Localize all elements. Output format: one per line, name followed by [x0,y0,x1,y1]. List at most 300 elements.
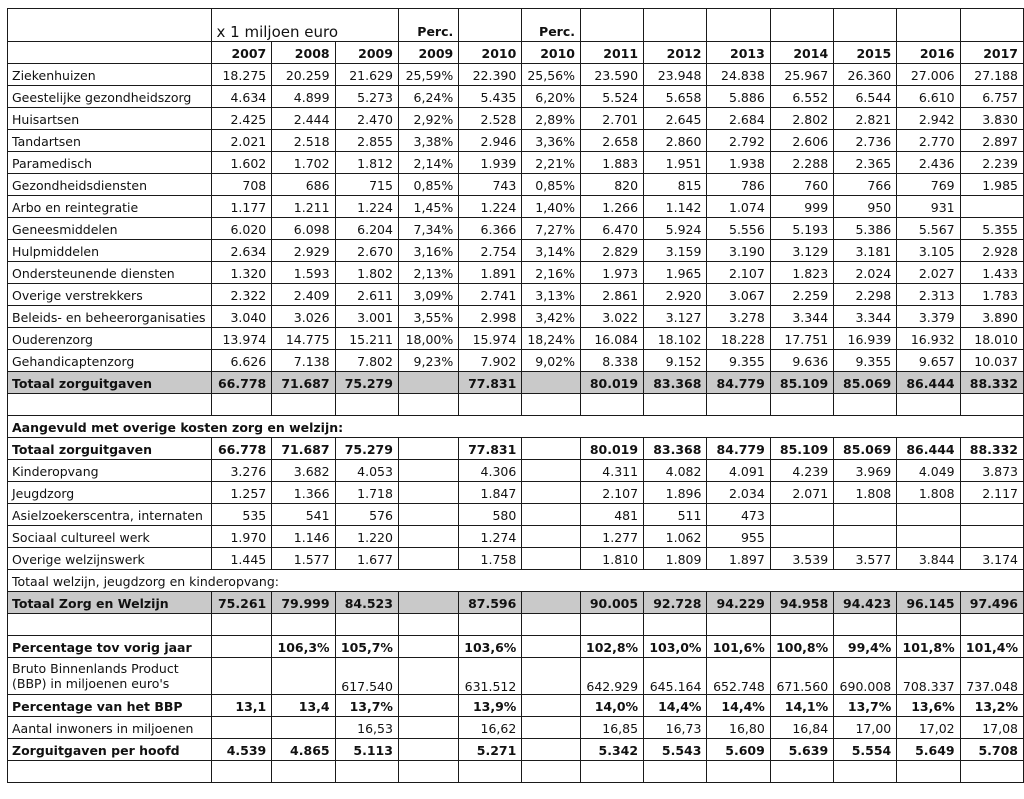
value-cell: 2.021 [211,130,272,152]
year-header-cell: 2012 [644,42,707,64]
value-cell: 14.775 [272,328,335,350]
row-label: Ondersteunende diensten [8,262,212,284]
empty-cell [834,761,897,783]
value-cell: 1.593 [272,262,335,284]
row-label: Overige verstrekkers [8,284,212,306]
empty-cell [707,394,770,416]
value-cell: 2.107 [707,262,770,284]
value-cell: 9.152 [644,350,707,372]
value-cell: 2.027 [897,262,960,284]
value-cell: 1.433 [960,262,1023,284]
table-row [8,64,1024,86]
table-row [8,306,1024,328]
value-cell: 66.778 [211,372,272,394]
value-cell: 15.211 [335,328,398,350]
value-cell: 2.444 [272,108,335,130]
value-cell [960,504,1023,526]
value-cell: 16,53 [335,717,398,739]
value-cell: 3.159 [644,240,707,262]
value-cell: 16.084 [581,328,644,350]
value-cell [897,504,960,526]
value-cell [398,372,458,394]
value-cell: 99,4% [834,636,897,658]
value-cell: 2.322 [211,284,272,306]
value-cell: 1.783 [960,284,1023,306]
table-row [8,152,1024,174]
value-cell: 1.718 [335,482,398,504]
value-cell: 0,85% [522,174,581,196]
value-cell: 576 [335,504,398,526]
value-cell [522,739,581,761]
value-cell: 5.556 [707,218,770,240]
value-cell: 77.831 [459,438,522,460]
value-cell: 13,6% [897,695,960,717]
value-cell: 4.539 [211,739,272,761]
row-label: Gezondheidsdiensten [8,174,212,196]
value-cell: 2.117 [960,482,1023,504]
value-cell: 2.239 [960,152,1023,174]
year-header-cell: 2014 [770,42,833,64]
value-cell: 2.684 [707,108,770,130]
year-header-cell: 2008 [272,42,335,64]
value-cell: 100,8% [770,636,833,658]
value-cell: 13,1 [211,695,272,717]
value-cell: 2,92% [398,108,458,130]
value-cell: 4.634 [211,86,272,108]
value-cell: 1.970 [211,526,272,548]
empty-cell [644,614,707,636]
value-cell: 101,6% [707,636,770,658]
value-cell [211,636,272,658]
value-cell: 16,80 [707,717,770,739]
value-cell: 1.802 [335,262,398,284]
value-cell: 16,73 [644,717,707,739]
value-cell: 2.518 [272,130,335,152]
value-cell: 80.019 [581,372,644,394]
value-cell: 86.444 [897,372,960,394]
empty-cell [8,394,212,416]
value-cell: 66.778 [211,438,272,460]
value-cell: 6.020 [211,218,272,240]
value-cell: 5.639 [770,739,833,761]
row-label [8,658,212,695]
empty-cell [960,394,1023,416]
empty-cell [960,614,1023,636]
value-cell: 652.748 [707,658,770,695]
value-cell: 2.365 [834,152,897,174]
value-cell: 13.974 [211,328,272,350]
value-cell: 2.701 [581,108,644,130]
value-cell: 27.188 [960,64,1023,86]
value-cell: 1.224 [335,196,398,218]
value-cell [770,526,833,548]
empty-cell [644,761,707,783]
empty-cell [581,394,644,416]
value-cell: 5.567 [897,218,960,240]
value-cell: 5.386 [834,218,897,240]
section-label: Aangevuld met overige kosten zorg en welzijn: [8,416,1024,438]
empty-cell [211,394,272,416]
value-cell [522,482,581,504]
value-cell: 17,02 [897,717,960,739]
value-cell [522,438,581,460]
value-cell: 84.779 [707,372,770,394]
row-label: Ouderenzorg [8,328,212,350]
value-cell: 1.224 [459,196,522,218]
gdp-label-line1: Bruto Binnenlands Product [12,661,179,676]
value-cell: 21.629 [335,64,398,86]
value-cell: 13,9% [459,695,522,717]
value-cell [522,636,581,658]
row-label: Percentage van het BBP [8,695,212,717]
value-cell: 3.026 [272,306,335,328]
table-row [8,86,1024,108]
gdp-row [8,658,1024,695]
value-cell: 760 [770,174,833,196]
value-cell: 84.523 [335,592,398,614]
value-cell: 9,23% [398,350,458,372]
value-cell: 18,24% [522,328,581,350]
table-row [8,262,1024,284]
row-label: Kinderopvang [8,460,212,482]
row-label: Geneesmiddelen [8,218,212,240]
table-row [8,174,1024,196]
row-label: Asielzoekerscentra, internaten [8,504,212,526]
year-header-cell: 2010 [459,42,522,64]
value-cell: 4.053 [335,460,398,482]
value-cell: 535 [211,504,272,526]
value-cell: 18,00% [398,328,458,350]
value-cell: 26.360 [834,64,897,86]
header-empty-cell [644,9,707,42]
gdp-label-line2: (BBP) in miljoenen euro's [12,676,170,691]
value-cell: 4.049 [897,460,960,482]
value-cell: 3.844 [897,548,960,570]
year-header-cell: 2007 [211,42,272,64]
value-cell: 1.985 [960,174,1023,196]
value-cell: 4.082 [644,460,707,482]
value-cell: 14,4% [707,695,770,717]
value-cell: 6,20% [522,86,581,108]
value-cell [398,695,458,717]
value-cell: 511 [644,504,707,526]
value-cell: 3.873 [960,460,1023,482]
value-cell: 2.670 [335,240,398,262]
value-cell: 671.560 [770,658,833,695]
value-cell [398,592,458,614]
value-cell: 631.512 [459,658,522,695]
empty-cell [272,614,335,636]
value-cell: 18.010 [960,328,1023,350]
value-cell: 3.190 [707,240,770,262]
value-cell: 2.920 [644,284,707,306]
value-cell: 1.602 [211,152,272,174]
year-header-empty-cell [8,42,212,64]
value-cell: 2,16% [522,262,581,284]
value-cell: 1.274 [459,526,522,548]
empty-cell [335,394,398,416]
value-cell: 94.229 [707,592,770,614]
year-header-cell: 2016 [897,42,960,64]
empty-cell [522,761,581,783]
value-cell: 769 [897,174,960,196]
value-cell: 3.379 [897,306,960,328]
value-cell: 13,2% [960,695,1023,717]
value-cell: 85.069 [834,438,897,460]
value-cell: 2.107 [581,482,644,504]
value-cell: 7.902 [459,350,522,372]
value-cell: 7,34% [398,218,458,240]
header-top-row [8,9,1024,42]
value-cell [522,695,581,717]
value-cell: 5.273 [335,86,398,108]
header-empty-cell [960,9,1023,42]
value-cell: 106,3% [272,636,335,658]
value-cell: 2.998 [459,306,522,328]
value-cell: 715 [335,174,398,196]
value-cell: 9.657 [897,350,960,372]
value-cell: 6.626 [211,350,272,372]
value-cell: 3.682 [272,460,335,482]
total-care-welfare-row [8,592,1024,614]
value-cell [522,504,581,526]
empty-cell [335,761,398,783]
value-cell: 2.946 [459,130,522,152]
value-cell [960,196,1023,218]
value-cell: 3.539 [770,548,833,570]
value-cell: 17,00 [834,717,897,739]
value-cell: 1.973 [581,262,644,284]
value-cell: 14,4% [644,695,707,717]
value-cell: 0,85% [398,174,458,196]
value-cell: 999 [770,196,833,218]
empty-cell [770,614,833,636]
value-cell: 5.543 [644,739,707,761]
empty-cell [459,761,522,783]
header-empty-cell [770,9,833,42]
value-cell: 2.313 [897,284,960,306]
value-cell: 5.924 [644,218,707,240]
value-cell: 481 [581,504,644,526]
value-cell: 3,16% [398,240,458,262]
value-cell: 17.751 [770,328,833,350]
value-cell [398,717,458,739]
value-cell [522,717,581,739]
care-expenditure-table [7,8,1024,783]
total-care-repeat-row [8,438,1024,460]
value-cell: 3,36% [522,130,581,152]
value-cell: 3.001 [335,306,398,328]
row-label: Hulpmiddelen [8,240,212,262]
value-cell [398,460,458,482]
section-label: Totaal welzijn, jeugdzorg en kinderopvang: [8,570,1024,592]
value-cell: 2.409 [272,284,335,306]
value-cell: 92.728 [644,592,707,614]
value-cell: 1.062 [644,526,707,548]
value-cell: 1.702 [272,152,335,174]
value-cell: 6.366 [459,218,522,240]
row-label: Totaal zorguitgaven [8,438,212,460]
header-empty-cell [834,9,897,42]
value-cell [398,526,458,548]
year-header-cell: 2011 [581,42,644,64]
empty-cell [644,394,707,416]
value-cell: 13,7% [834,695,897,717]
value-cell: 25,59% [398,64,458,86]
row-label: Overige welzijnswerk [8,548,212,570]
value-cell: 94.423 [834,592,897,614]
value-cell: 3.127 [644,306,707,328]
value-cell: 7,27% [522,218,581,240]
value-cell: 690.008 [834,658,897,695]
row-label: Tandartsen [8,130,212,152]
value-cell: 83.368 [644,372,707,394]
value-cell: 3,42% [522,306,581,328]
value-cell: 1.812 [335,152,398,174]
value-cell: 2,13% [398,262,458,284]
value-cell: 97.496 [960,592,1023,614]
value-cell: 75.279 [335,372,398,394]
empty-cell [398,614,458,636]
table-row [8,196,1024,218]
value-cell: 2.861 [581,284,644,306]
value-cell: 24.838 [707,64,770,86]
value-cell [398,739,458,761]
value-cell [272,658,335,695]
value-cell: 14,1% [770,695,833,717]
year-header-row [8,42,1024,64]
value-cell [398,504,458,526]
value-cell: 1.883 [581,152,644,174]
value-cell: 3.344 [770,306,833,328]
empty-cell [707,761,770,783]
value-cell: 2,21% [522,152,581,174]
row-label: Huisartsen [8,108,212,130]
value-cell: 1.823 [770,262,833,284]
value-cell [398,438,458,460]
empty-cell [459,394,522,416]
table-row [8,350,1024,372]
empty-cell [211,761,272,783]
value-cell: 950 [834,196,897,218]
row-label: Geestelijke gezondheidszorg [8,86,212,108]
empty-cell [834,614,897,636]
year-header-cell: 2010 [522,42,581,64]
row-label: Totaal Zorg en Welzijn [8,592,212,614]
total-care-row [8,372,1024,394]
value-cell: 1.965 [644,262,707,284]
row-label: Jeugdzorg [8,482,212,504]
value-cell: 3.067 [707,284,770,306]
value-cell: 2.792 [707,130,770,152]
value-cell: 2.754 [459,240,522,262]
value-cell: 85.069 [834,372,897,394]
value-cell: 5.524 [581,86,644,108]
value-cell [272,717,335,739]
value-cell: 18.228 [707,328,770,350]
value-cell: 1.677 [335,548,398,570]
value-cell: 708.337 [897,658,960,695]
value-cell: 1.266 [581,196,644,218]
value-cell: 16,62 [459,717,522,739]
value-cell: 13,7% [335,695,398,717]
value-cell: 3.040 [211,306,272,328]
empty-cell [335,614,398,636]
value-cell [522,372,581,394]
value-cell: 766 [834,174,897,196]
value-cell: 1.939 [459,152,522,174]
spacer-row [8,761,1024,783]
value-cell: 16.932 [897,328,960,350]
empty-cell [8,614,212,636]
population-row [8,717,1024,739]
value-cell [897,526,960,548]
row-label: Paramedisch [8,152,212,174]
value-cell: 2.770 [897,130,960,152]
value-cell: 2.634 [211,240,272,262]
value-cell: 5.435 [459,86,522,108]
value-cell: 3.181 [834,240,897,262]
value-cell: 1.577 [272,548,335,570]
value-cell [834,504,897,526]
empty-cell [272,394,335,416]
table-row [8,130,1024,152]
value-cell: 14,0% [581,695,644,717]
header-empty-cell [8,9,212,42]
value-cell: 15.974 [459,328,522,350]
empty-cell [272,761,335,783]
pct-prev-year-row [8,636,1024,658]
empty-cell [581,614,644,636]
row-label: Aantal inwoners in miljoenen [8,717,212,739]
row-label: Zorguitgaven per hoofd [8,739,212,761]
value-cell: 3.830 [960,108,1023,130]
value-cell: 645.164 [644,658,707,695]
value-cell: 686 [272,174,335,196]
value-cell: 580 [459,504,522,526]
value-cell: 7.138 [272,350,335,372]
value-cell: 3.022 [581,306,644,328]
empty-cell [770,761,833,783]
value-cell: 2.034 [707,482,770,504]
row-label: Ziekenhuizen [8,64,212,86]
value-cell: 737.048 [960,658,1023,695]
value-cell: 2.897 [960,130,1023,152]
value-cell: 1.808 [834,482,897,504]
value-cell: 4.865 [272,739,335,761]
value-cell: 5.658 [644,86,707,108]
empty-cell [522,394,581,416]
value-cell: 5.193 [770,218,833,240]
empty-cell [770,394,833,416]
value-cell: 6.544 [834,86,897,108]
value-cell: 75.279 [335,438,398,460]
value-cell: 4.306 [459,460,522,482]
value-cell: 2.259 [770,284,833,306]
value-cell: 1.320 [211,262,272,284]
value-cell: 9.636 [770,350,833,372]
value-cell: 473 [707,504,770,526]
value-cell: 2.024 [834,262,897,284]
value-cell: 786 [707,174,770,196]
value-cell: 1.220 [335,526,398,548]
empty-cell [522,614,581,636]
value-cell: 86.444 [897,438,960,460]
welfare-row [8,526,1024,548]
value-cell: 16.939 [834,328,897,350]
value-cell [398,636,458,658]
value-cell: 4.091 [707,460,770,482]
